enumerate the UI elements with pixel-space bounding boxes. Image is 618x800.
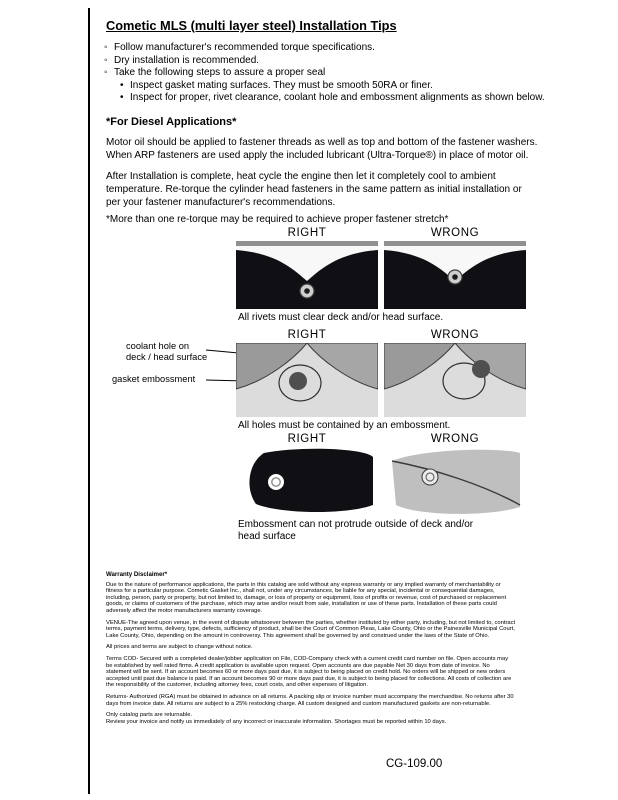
diagram-embossment-right xyxy=(236,343,378,417)
tip-item xyxy=(104,67,604,80)
retorque-note: *More than one re-torque may be required to achieve proper fastener stretch* xyxy=(106,214,449,225)
diagram-embossment-wrong xyxy=(384,343,526,417)
diagram-rivet-wrong xyxy=(384,241,526,309)
tip-subitem xyxy=(120,80,604,93)
disclaimer-paragraph: Only catalog parts are returnable. xyxy=(106,712,193,719)
page-title: Cometic MLS (multi layer steel) Installation Tips xyxy=(106,18,397,33)
tip-text: Dry installation is recommended. xyxy=(114,54,260,66)
wrong-label-row2: WRONG xyxy=(430,329,480,341)
protrusion-wrong-drawing xyxy=(384,447,526,517)
disclaimer-paragraph: Due to the nature of performance applications, the parts in this catalog are sold without any express warranty or any implied warranty of merchantability or fitness for a particular purpose. Cometic Gasket Inc., shall not, under any circumstances, be liable for any special, incidental or consequential damages, including, person, party or property, but not limited to, damage, or loss of property or equipment, loss of profits or revenue, cost of purchased or replacement goods, or claims of customers of the purchase, which may arise and/or result from sale, installation or use of these parts. Installation of these parts could adversely affect the motor manufacturers warranty coverage. xyxy=(106,581,507,614)
rivet-clearance-wrong-drawing xyxy=(384,241,526,309)
circle-bullet-icon: ◦ xyxy=(104,54,108,66)
page-number: CG-109.00 xyxy=(386,758,443,770)
dot-bullet-icon: • xyxy=(120,92,124,104)
tip-item xyxy=(104,55,604,68)
wrong-label-row3: WRONG xyxy=(430,433,480,445)
diesel-paragraph-2: After Installation is complete, heat cycle the engine then let it completely cool to ambient temperature. Re-torque the cylinder head fasteners in the same pattern as initial installation or per your fastener manufacturer's recommendations. xyxy=(106,171,522,208)
tip-text: Inspect gasket mating surfaces. They must be smooth 50RA or finer. xyxy=(130,79,433,91)
wrong-label-row1: WRONG xyxy=(430,227,480,239)
caption-protrusion: Embossment can not protrude outside of deck and/or head surface xyxy=(238,519,474,543)
disclaimer-paragraph: Returns- Authorized (RGA) must be obtained in advance on all returns. A packing slip or invoice number must accompany the merchandise. No returns after 30 days from invoice date. All returns are subject to a 25% restocking charge. All custom designed and custom manufactured gaskets are non-returnable. xyxy=(106,693,514,707)
hole-embossment-right-drawing xyxy=(236,343,378,417)
installation-tips-list xyxy=(104,42,604,105)
disclaimer-paragraph: All prices and terms are subject to change without notice. xyxy=(106,644,253,651)
diesel-paragraph-1: Motor oil should be applied to fastener threads as well as top and bottom of the fastener washers. When ARP fasteners are used apply the included lubricant (Ultra-Torque®) in place of motor oil. xyxy=(106,137,538,161)
circle-bullet-icon: ◦ xyxy=(104,67,108,79)
disclaimer-paragraph: Terms COD- Secured with a completed dealer/jobber application on File, COD-Company check with a current credit card number on file. Open accounts may be established by well rated firms. A credit application is available upon request. Open accounts are due payable Net 30 days from date of invoice. No statement will be sent. If an account becomes 60 or more days past due, it is subject to being placed on credit hold. No orders will be shipped or new orders accepted until past due balance is paid. If an account becomes 90 or more days past due, it is subject to being placed for collections. All costs of collection are the responsibility of the customer, including attorney fees, court costs, and other expenses of litigation. xyxy=(106,655,512,689)
right-label-row1: RIGHT xyxy=(287,227,327,239)
rivet-clearance-right-drawing xyxy=(236,241,378,309)
tip-text: Inspect for proper, rivet clearance, coolant hole and embossment alignments as shown below. xyxy=(130,92,545,104)
tip-item xyxy=(104,42,604,55)
diagram-protrude-right xyxy=(236,447,378,517)
warranty-disclaimer xyxy=(106,572,516,725)
tip-text: Take the following steps to assure a proper seal xyxy=(114,67,326,79)
coolant-hole-annotation-line1: coolant hole on xyxy=(126,341,190,351)
diagram-protrude-wrong xyxy=(384,447,526,517)
right-label-row3: RIGHT xyxy=(287,433,327,445)
gasket-embossment-annotation: gasket embossment xyxy=(112,374,196,384)
hole-embossment-wrong-drawing xyxy=(384,343,526,417)
tip-text: Follow manufacturer's recommended torque specifications. xyxy=(114,42,375,53)
tip-subitem xyxy=(120,92,604,105)
caption-embossment: All holes must be contained by an embossment. xyxy=(238,420,451,431)
disclaimer-paragraph: VENUE-The agreed upon venue, in the event of dispute whatsoever between the parties, whether instituted by either party, including, but not limited to, contract terms, payment terms, delivery, type, defects, sufficiency of product, shall be the Court of Common Pleas, Lake County, Ohio or the Painesville Municipal Court, Lake County, Ohio, depending on the amount in controversy. This agreement shall be governed by and construed under the laws of the State of Ohio. xyxy=(106,619,516,639)
caption-rivets: All rivets must clear deck and/or head surface. xyxy=(238,312,444,323)
coolant-hole-annotation-line2: deck / head surface xyxy=(126,351,208,362)
circle-bullet-icon: ◦ xyxy=(104,42,108,53)
right-label-row2: RIGHT xyxy=(287,329,327,341)
diagram-rivet-right xyxy=(236,241,378,309)
diesel-applications-heading: *For Diesel Applications* xyxy=(106,116,237,128)
coolant-hole-annotation xyxy=(126,341,212,363)
dot-bullet-icon: • xyxy=(120,79,124,91)
protrusion-right-drawing xyxy=(236,447,378,517)
disclaimer-heading: Warranty Disclaimer* xyxy=(106,571,168,578)
disclaimer-paragraph: Review your invoice and notify us immediately of any incorrect or inaccurate information. Shortages must be reported within 10 days. xyxy=(106,718,447,725)
left-margin-rule xyxy=(88,8,90,794)
